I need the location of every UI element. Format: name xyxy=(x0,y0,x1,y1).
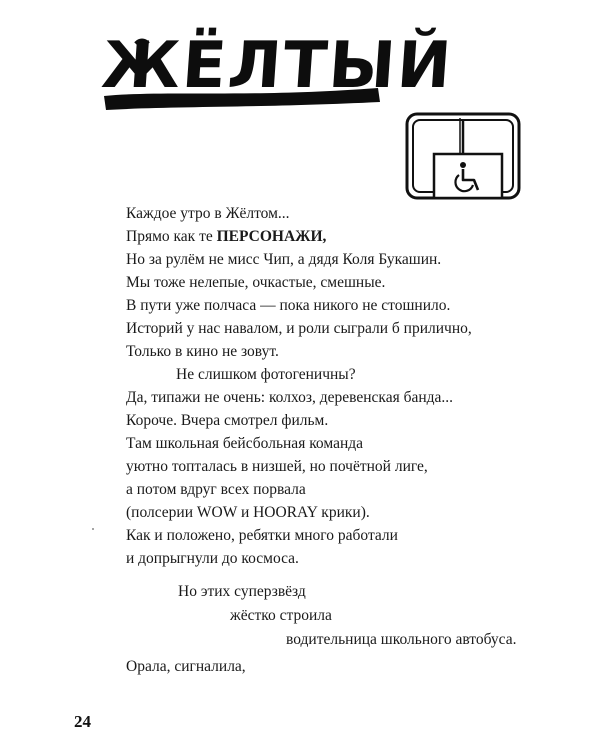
poem-line: Орала, сигналила, xyxy=(126,658,246,675)
poem-line: Там школьная бейсбольная команда xyxy=(126,435,364,452)
poem-line: Но этих суперзвёзд xyxy=(178,583,306,600)
poem-line: водительница школьного автобуса. xyxy=(286,631,517,648)
poem-line: Но за рулём не мисс Чип, а дядя Коля Букашин. xyxy=(126,251,442,268)
chapter-title xyxy=(96,28,456,114)
chapter-title-text: ЖЁЛТЫЙ xyxy=(99,29,456,103)
page-number: 24 xyxy=(74,712,91,731)
poem-line: Как и положено, ребятки много работали xyxy=(126,527,398,544)
scan-speck xyxy=(92,528,94,530)
poem-line: В пути уже полчаса — пока никого не стошнило. xyxy=(126,297,451,314)
poem-line: а потом вдруг всех порвала xyxy=(126,481,306,498)
poem-line: жёстко строила xyxy=(230,607,332,624)
poem-line: Мы тоже нелепые, очкастые, смешные. xyxy=(126,274,386,291)
bus-window-illustration xyxy=(404,110,522,202)
poem-line: Короче. Вчера смотрел фильм. xyxy=(126,412,329,429)
poem-line: Не слишком фотогеничны? xyxy=(176,366,356,383)
poem-line: Только в кино не зовут. xyxy=(126,343,279,360)
poem-line: и допрыгнули до космоса. xyxy=(126,550,299,567)
emphasized-word: ПЕРСОНАЖИ, xyxy=(216,228,327,245)
poem-line: Прямо как те ПЕРСОНАЖИ, xyxy=(126,228,327,245)
poem-line: Каждое утро в Жёлтом... xyxy=(126,205,290,222)
poem-line: Да, типажи не очень: колхоз, деревенская банда... xyxy=(126,389,454,406)
poem-line: (полсерии WOW и HOORAY крики). xyxy=(126,504,370,521)
wheelchair-accessible-icon xyxy=(448,160,488,194)
poem-line: Историй у нас навалом, и роли сыграли б прилично, xyxy=(126,320,472,337)
poem-line: уютно топталась в низшей, но почётной лиге, xyxy=(126,458,428,475)
